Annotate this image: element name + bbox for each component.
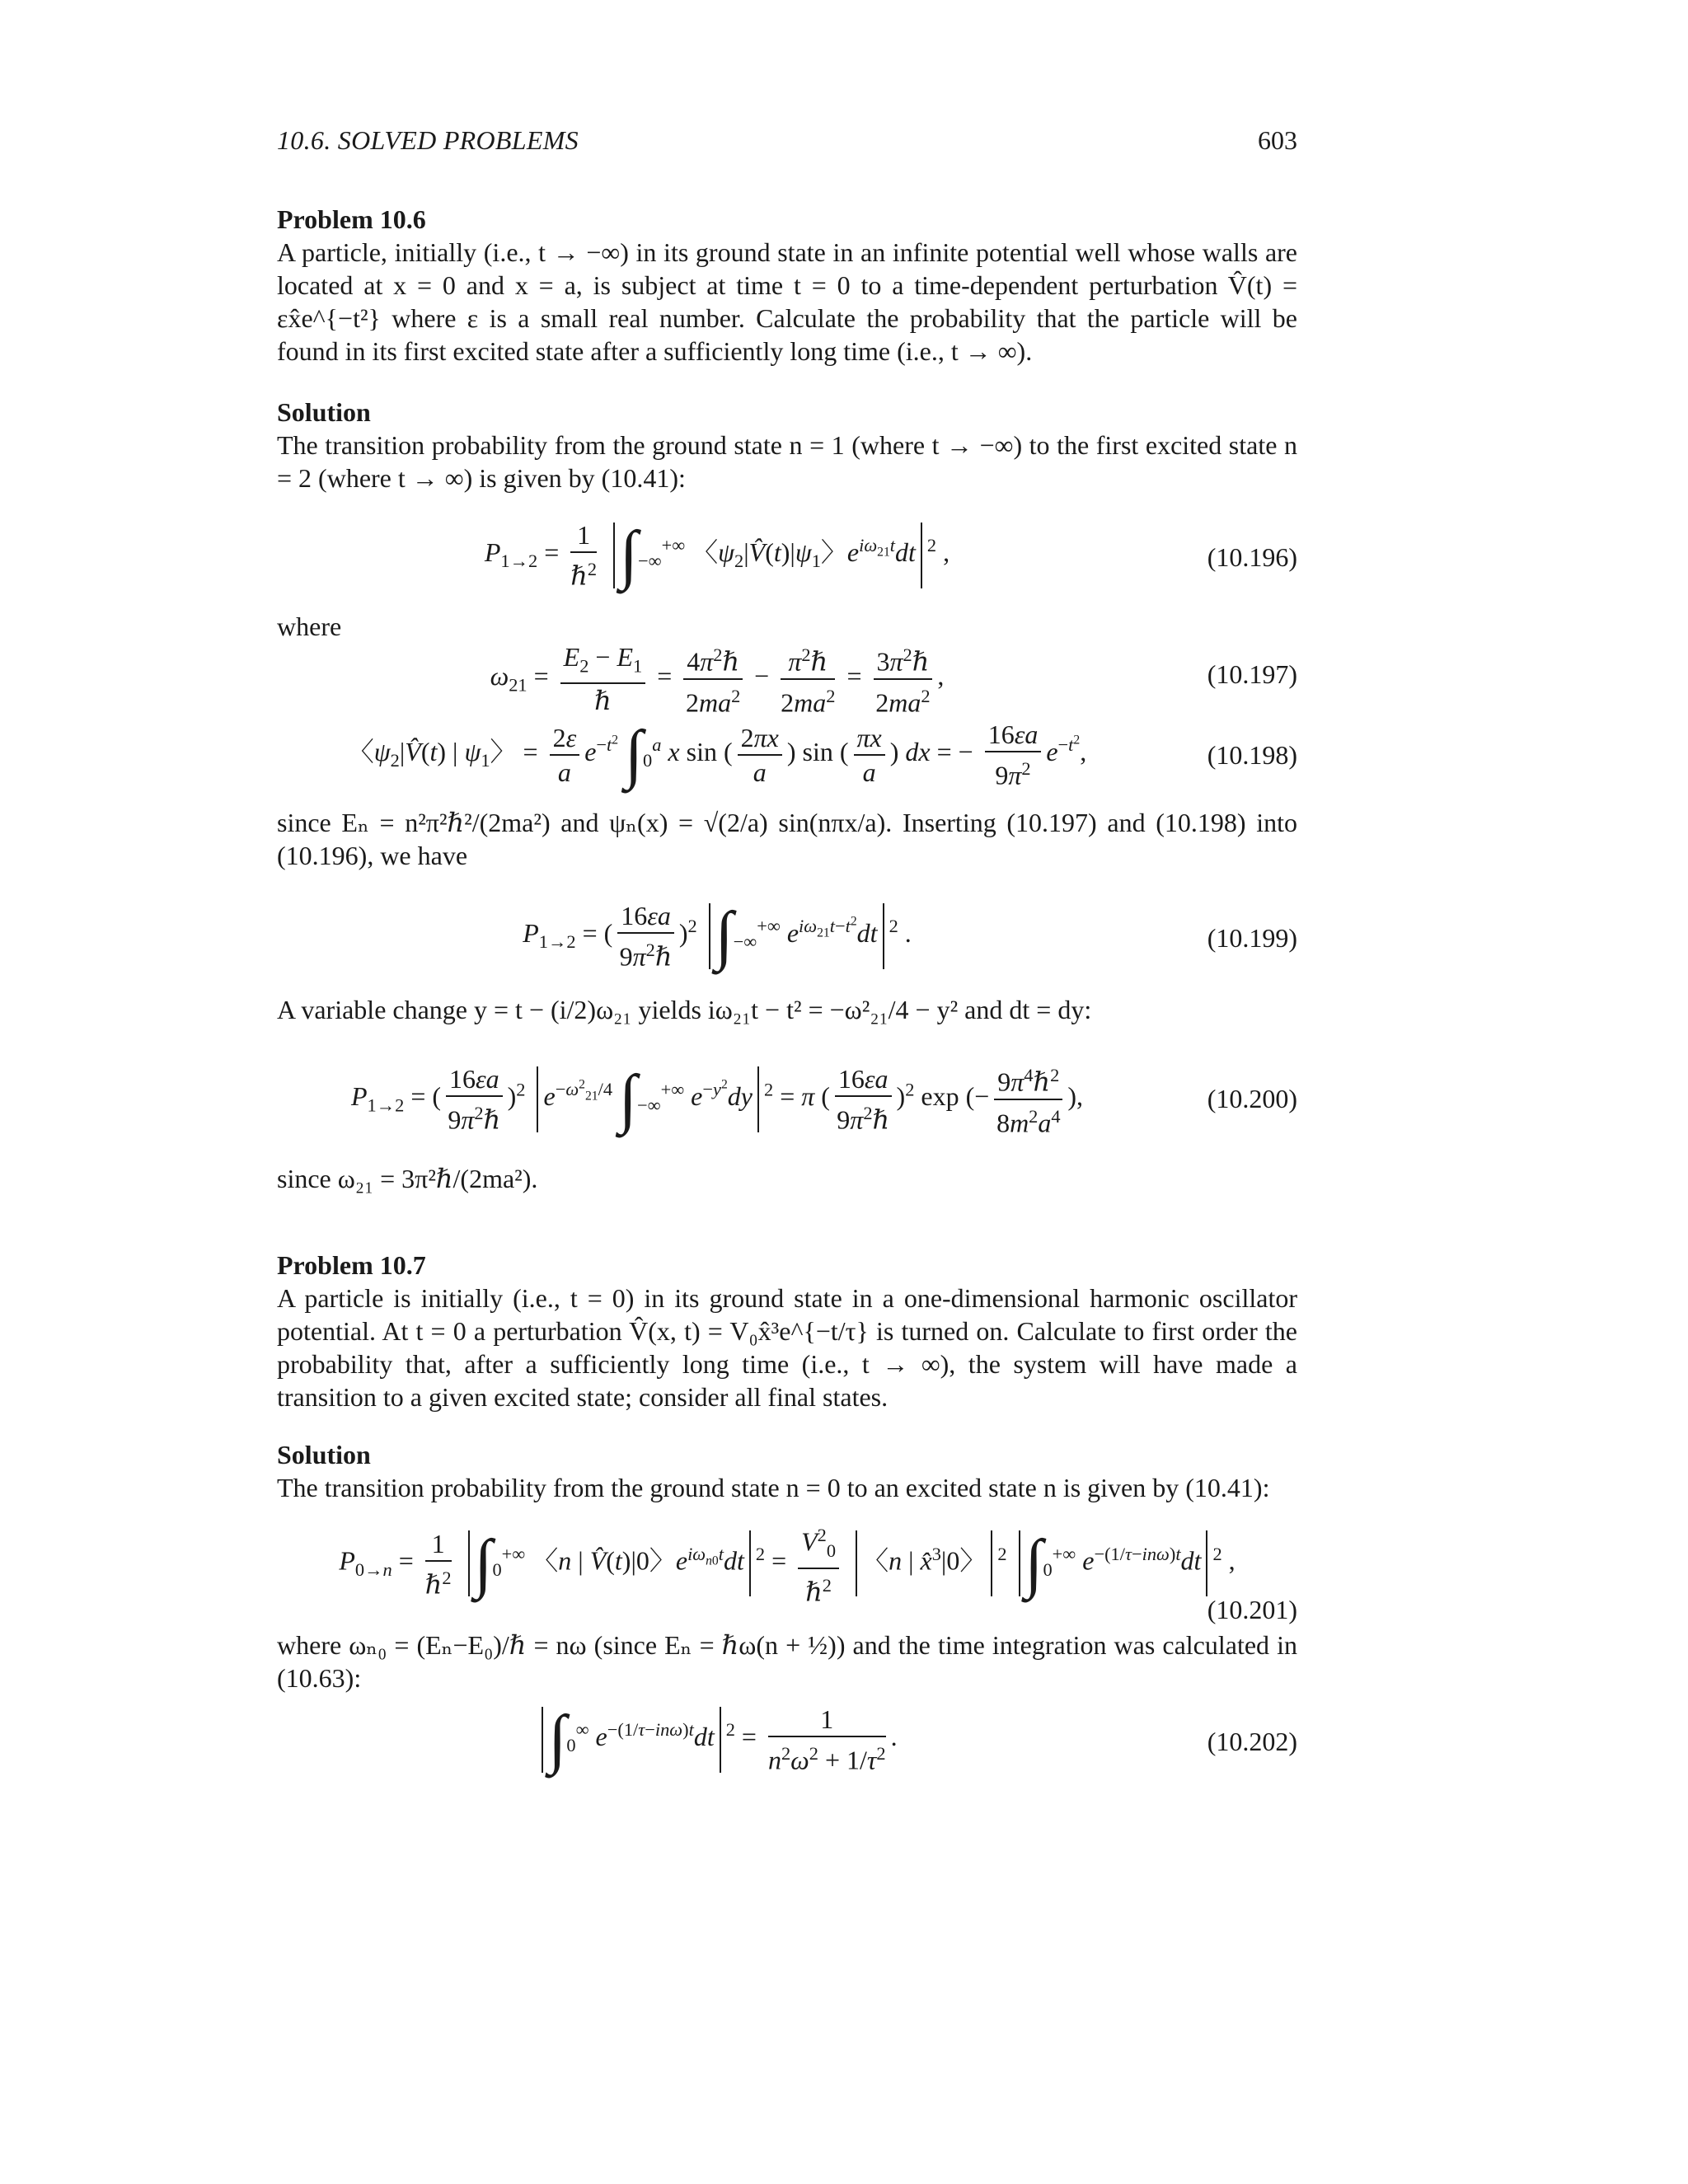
equation-10-200 xyxy=(277,1051,1297,1141)
where-text: where ωₙ₀ = (Eₙ−E₀)/ℏ = nω (since Eₙ = ℏω(n + ½)) and the time integration was calculated in (10.63): xyxy=(277,1630,1297,1693)
equation-body: $P_{1\to 2}$ = ( $\frac{16\varepsilon a}{9\pi^2\hbar}$ )$^2$ $\int_{-\infty}^{+\infty}$ $e^{i\omega_{21}t-t^2}dt$ $^2$ . xyxy=(523,899,912,972)
equation-number: (10.198) xyxy=(1207,740,1297,770)
equation-10-197 xyxy=(277,639,1297,718)
equation-body: 〈$\psi_2|V̂(t)$ | $\psi_1$〉 = $\frac{2\varepsilon}{a}$ $e^{-t^2}$ $\int_0^a$ x sin ( $\frac{2\pi x}{a}$ ) sin ( $\frac{\pi x}{a}$ ) dx = − $\frac{16\varepsilon a}{9\pi^2}$ $e^{-t^2}$, xyxy=(347,718,1087,790)
variable-change-text: A variable change y = t − (i/2)ω₂₁ yields iω₂₁t − t² = −ω²₂₁/4 − y² and dt = dy: xyxy=(277,995,1092,1024)
equation-number: (10.202) xyxy=(1207,1727,1297,1756)
problem-title: Problem 10.6 xyxy=(277,204,426,234)
equation-body: $\int_0^\infty$ $e^{-(1/\tau-in\omega)t}dt$ $^2$ = $\frac{1}{n^2\omega^2 + 1/\tau^2}$ . xyxy=(277,1702,1157,1777)
since-text: since Eₙ = n²π²ℏ²/(2ma²) and ψₙ(x) = √(2/a) sin(nπx/a). Inserting (10.197) and (10.198) into (10.196), we have xyxy=(277,808,1297,870)
since-paragraph xyxy=(277,806,1297,872)
equation-10-201 xyxy=(277,1512,1297,1628)
where-text: where xyxy=(277,612,342,641)
equation-body: $\omega_{21}$ = $\frac{E_2 - E_1}{\text{ℏ}}$ = $\frac{4\pi^2\hbar}{2ma^2}$ − $\frac{\pi^2\hbar}{2ma^2}$ = $\frac{3\pi^2\hbar}{2ma^2}$ , xyxy=(277,639,1157,719)
variable-change-paragraph xyxy=(277,993,1297,1026)
final-since-text: since ω₂₁ = 3π²ℏ/(2ma²). xyxy=(277,1164,538,1193)
equation-10-196 xyxy=(277,509,1297,600)
page-header xyxy=(277,125,1297,165)
problem-statement: A particle, initially (i.e., t → −∞) in its ground state in an infinite potential well whose walls are located at x = 0 and x = a, is subject at time t = 0 to a time-dependent perturbation V̂(t) = εx̂e^{−t²} where ε is a small real number. Calculate the probability that the particle will be found in its first excited state after a sufficiently long time (i.e., t → ∞). xyxy=(277,237,1297,366)
page-number: 603 xyxy=(1258,125,1297,155)
problem-title: Problem 10.7 xyxy=(277,1250,426,1280)
equation-body: $P_{1\to 2}$ = ( $\frac{16\varepsilon a}{9\pi^2\hbar}$ )$^2$ $e^{-\omega^2_{21}/4}$ $\int_{-\infty}^{+\infty}$ $e^{-y^2}dy$ $^2$ = π ( $\frac{16\varepsilon a}{9\pi^2\hbar}$ )$^2$ exp (− $\frac{9\pi^4\hbar^2}{8m^2a^4}$ ), xyxy=(277,1059,1157,1139)
running-title: 10.6. SOLVED PROBLEMS xyxy=(277,125,579,155)
equation-body: $P_{1\to 2}$ = $\frac{1}{\hbar^2}$ $\int_{-\infty}^{+\infty}$ 〈$\psi_2|V̂(t)|\psi_1$〉$e^{i\omega_{21}t}dt$ $^2$ , xyxy=(484,518,950,591)
equation-number: (10.201) xyxy=(1207,1595,1297,1624)
equation-10-202 xyxy=(277,1694,1297,1784)
final-since-paragraph xyxy=(277,1162,1297,1195)
book-page xyxy=(277,0,1297,2184)
problem-statement: A particle is initially (i.e., t = 0) in its ground state in a one-dimensional harmonic oscillator potential. At t = 0 a perturbation V̂(x, t) = V₀x̂³e^{−t/τ} is turned on. Calculate to first order the probability that, after a sufficiently long time (i.e., t → ∞), the system will have made a transition to a given excited state; consider all final states. xyxy=(277,1283,1297,1412)
solution-title: Solution xyxy=(277,1440,371,1469)
solution-title: Solution xyxy=(277,397,371,427)
equation-number: (10.200) xyxy=(1207,1084,1297,1113)
where-paragraph-10-7 xyxy=(277,1629,1297,1694)
problem-10-6 xyxy=(277,203,1297,368)
equation-number: (10.196) xyxy=(1207,542,1297,572)
equation-10-199 xyxy=(277,890,1297,981)
equation-body: $P_{0\to n}$ = $\frac{1}{\hbar^2}$ $\int_0^{+\infty}$ 〈n | V̂(t)|0〉$e^{i\omega_{n0}t}dt$ $^2$ = $\frac{V^2_0}{\hbar^2}$ 〈n | x̂$^3$|0〉 $^2$ $\int_0^{+\infty}$ $e^{-(1/\tau-in\omega)t}dt$ $^2$ , xyxy=(277,1519,1297,1609)
solution-intro: The transition probability from the ground state n = 1 (where t → −∞) to the first excited state n = 2 (where t → ∞) is given by (10.41): xyxy=(277,430,1297,493)
equation-number: (10.197) xyxy=(1207,659,1297,689)
solution-10-6 xyxy=(277,396,1297,494)
solution-10-7 xyxy=(277,1438,1297,1504)
problem-10-7 xyxy=(277,1249,1297,1413)
solution-intro: The transition probability from the ground state n = 0 to an excited state n is given by (10.41): xyxy=(277,1473,1270,1502)
equation-number: (10.199) xyxy=(1207,923,1297,953)
equation-10-198 xyxy=(277,717,1297,799)
